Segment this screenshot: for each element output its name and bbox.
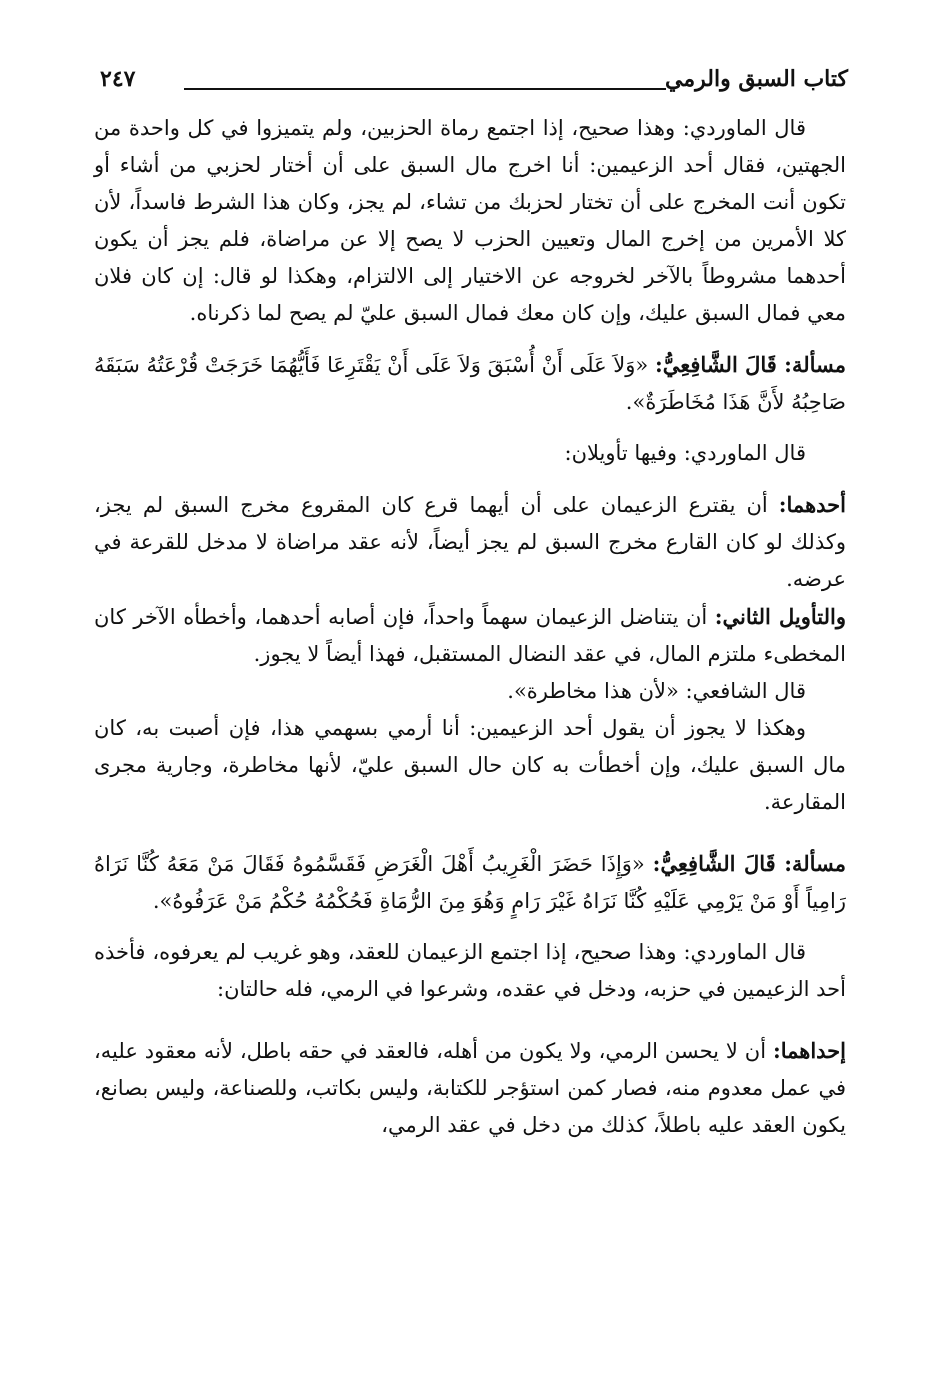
paragraph — [94, 673, 846, 710]
quote-text: «وَإِذَا حَضَرَ الْغَرِيبُ أَهْلَ الْغَرَضِ فَقَسَّمُوهُ فَقَالَ مَنْ مَعَهُ كُنَّا نَرَاهُ رَامِياً أَوْ مَنْ يَرْمِي عَلَيْهِ كُنَّا نَرَاهُ غَيْرَ رَامٍ وَهُوَ مِنَ الرُّمَاةِ فَحُكْمُهُ حُكْمُ مَنْ عَرَفُوهُ». — [94, 852, 846, 913]
paragraph-text: قال الماوردي: وهذا صحيح، إذا اجتمع الزعيمان للعقد، وهو غريب لم يعرفوه، فأخذه أحد الزعيمين في حزبه، ودخل في عقده، وشرعوا في الرمي، فله حالتان: — [94, 940, 846, 1001]
paragraph-text: أن لا يحسن الرمي، ولا يكون من أهله، فالعقد في حقه باطل، لأنه معقود عليه، في عمل معدوم منه، فصار كمن استؤجر للكتابة، وليس بكاتب، وللصناعة، وليس بصانع، يكون العقد عليه باطلاً، كذلك من دخل في عقد الرمي، — [94, 1039, 846, 1137]
paragraph — [94, 435, 846, 472]
paragraph-label: إحداهما: — [772, 1038, 846, 1063]
paragraph — [94, 486, 846, 598]
page-header — [100, 62, 848, 102]
paragraph — [94, 110, 846, 332]
header-rule — [184, 88, 666, 90]
masala-label: مسألة: قَالَ الشَّافِعِيُّ: — [652, 851, 846, 876]
paragraph-text: قال الماوردي: وهذا صحيح، إذا اجتمع رماة الحزبين، ولم يتميزوا في كل واحدة من الجهتين، فقال أحد الزعيمين: أنا اخرج مال السبق على أن أختار لحزبي من أشاء أو تكون أنت المخرج على أن تختار لحزبك من تشاء، لم يجز، وكان هذا الشرط فاسداً، لأن كلا الأمرين من إخرج المال وتعيين الحزب لا يصح إلا عن مراضاة، فلم يجز أن يكون أحدهما مشروطاً بالآخر لخروجه عن الاختيار إلى الالتزام، وهكذا لو قال: إن كان فلان معي فمال السبق عليك، وإن كان معك فمال السبق عليّ لم يصح لما ذكرناه. — [94, 116, 846, 325]
paragraph-text: قال الشافعي: «لأن هذا مخاطرة». — [507, 679, 806, 703]
page-body — [94, 110, 846, 1144]
paragraph-label: أحدهما: — [778, 492, 846, 517]
book-title: كتاب السبق والرمي — [665, 66, 848, 92]
paragraph-text: أن يقترع الزعيمان على أن أيهما قرع كان المقروع مخرج السبق لم يجز، وكذلك لو كان القارع مخرج السبق لم يجز أيضاً، لأنه عقد مراضاة لا مدخل للقرعة في عرضه. — [94, 493, 846, 591]
paragraph — [94, 1032, 846, 1144]
quote-text: «وَلاَ عَلَى أَنْ أُسْبَقَ وَلاَ عَلَى أَنْ يَقْتَرِعَا فَأَيُّهُمَا خَرَجَتْ قُرْعَتُهُ سَبَقَهُ صَاحِبُهُ لأَنَّ هَذَا مُخَاطَرَةٌ». — [94, 353, 846, 414]
paragraph-text: قال الماوردي: وفيها تأويلان: — [564, 441, 806, 465]
paragraph — [94, 934, 846, 1008]
paragraph-text: أن يتناضل الزعيمان سهماً واحداً، فإن أصابه أحدهما، وأخطأه الآخر كان المخطىء ملتزم المال، في عقد النضال المستقبل، فهذا أيضاً لا يجوز. — [94, 605, 846, 666]
page-number: ٢٤٧ — [100, 66, 136, 92]
paragraph — [94, 598, 846, 673]
masala-paragraph — [94, 346, 846, 421]
paragraph-text: وهكذا لا يجوز أن يقول أحد الزعيمين: أنا أرمي بسهمي هذا، فإن أصبت به، كان مال السبق عليك، وإن أخطأت به كان حال السبق عليّ، لأنها مخاطرة، وجارية مجرى المقارعة. — [94, 716, 846, 814]
paragraph — [94, 710, 846, 821]
masala-label: مسألة: قَالَ الشَّافِعِيُّ: — [655, 352, 846, 377]
masala-paragraph — [94, 845, 846, 920]
paragraph-label: والتأويل الثاني: — [714, 604, 846, 629]
